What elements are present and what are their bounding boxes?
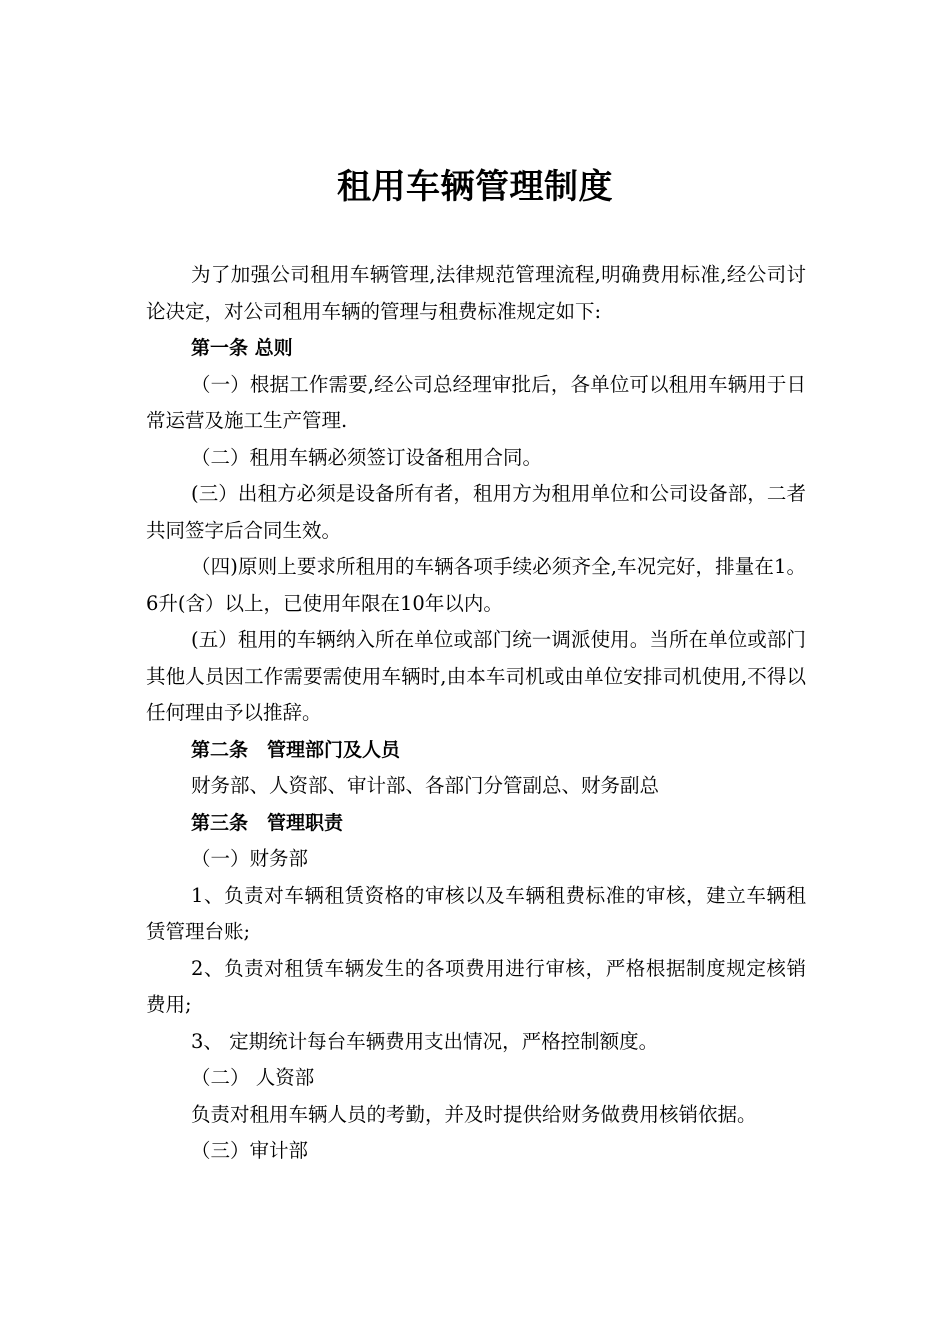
clause-paragraph: 3、 定期统计每台车辆费用支出情况，严格控制额度。 xyxy=(191,1029,659,1053)
clause-paragraph: 负责对租用车辆人员的考勤，并及时提供给财务做费用核销依据。 xyxy=(191,1102,757,1126)
clause-paragraph: 1、负责对车辆租赁资格的审核以及车辆租费标准的审核，建立车辆租赁管理台账; xyxy=(146,883,806,943)
clause-paragraph: （二）租用车辆必须签订设备租用合同。 xyxy=(191,445,543,469)
clause-paragraph: 2、负责对租赁车辆发生的各项费用进行审核，严格根据制度规定核销费用; xyxy=(146,956,806,1016)
article-heading: 第三条 管理职责 xyxy=(191,811,344,834)
clause-paragraph: （四)原则上要求所租用的车辆各项手续必须齐全,车况完好，排量在1。6升(含）以上，已使用年限在10年以内。 xyxy=(146,555,806,615)
subsection-heading: （二） 人资部 xyxy=(191,1066,315,1089)
document-title: 租用车辆管理制度 xyxy=(337,167,613,207)
clause-paragraph: (五）租用的车辆纳入所在单位或部门统一调派使用。当所在单位或部门其他人员因工作需要需使用车辆时,由本车司机或由单位安排司机使用,不得以任何理由予以推辞。 xyxy=(146,628,806,724)
intro-paragraph: 为了加强公司租用车辆管理,法律规范管理流程,明确费用标准,经公司讨论决定，对公司租用车辆的管理与租费标准规定如下: xyxy=(146,263,806,323)
article-heading: 第一条 总则 xyxy=(191,337,293,359)
subsection-heading: （三）审计部 xyxy=(191,1139,309,1162)
subsection-heading: （一）财务部 xyxy=(191,847,309,870)
clause-paragraph: 财务部、人资部、审计部、各部门分管副总、财务副总 xyxy=(191,774,660,797)
clause-paragraph: （一）根据工作需要,经公司总经理审批后，各单位可以租用车辆用于日常运营及施工生产管理. xyxy=(146,372,806,432)
document-body xyxy=(146,257,806,1170)
article-heading: 第二条 管理部门及人员 xyxy=(191,738,401,761)
clause-paragraph: (三）出租方必须是设备所有者，租用方为租用单位和公司设备部，二者共同签字后合同生效。 xyxy=(146,482,806,542)
